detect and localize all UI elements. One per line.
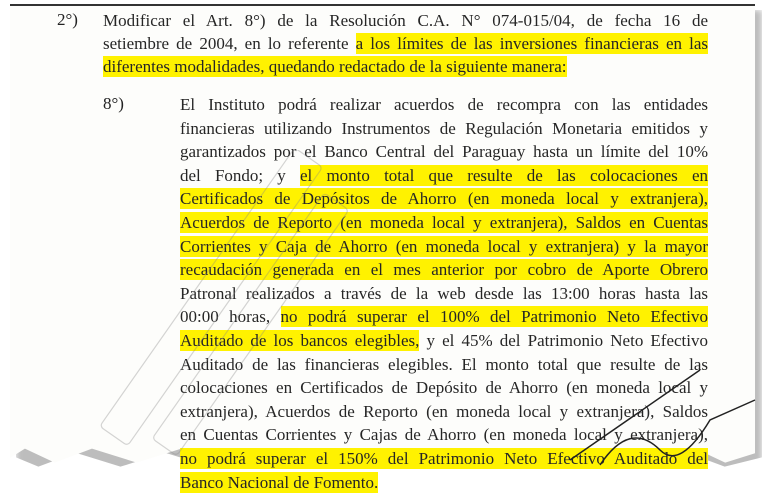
text-line	[180, 212, 708, 234]
highlighted-text: Acuerdos de Reporto (en moneda local y extranjera), Saldos en Cuentas	[180, 213, 708, 232]
text-line	[180, 141, 708, 163]
text-line	[180, 94, 708, 116]
text-segment: setiembre de 2004, en lo referente	[103, 34, 356, 53]
text-segment: extranjera), Acuerdos de Reporto (en moneda local y extranjera), Saldos	[180, 401, 708, 421]
text-segment: en Cuentas Corrientes y Cajas de Ahorro (en moneda local y extranjera),	[180, 425, 708, 445]
text-segment: Modificar el Art. 8°) de la Resolución C.A. N° 074-015/04, de fecha 16 de	[103, 11, 708, 30]
highlighted-text: el monto total que resulte de las colocaciones en	[300, 165, 708, 185]
highlighted-text: no podrá superar el 150% del Patrimonio Neto Efectivo Auditado del	[180, 449, 708, 468]
text-segment: financieras utilizando Instrumentos de Regulación Monetaria emitidos y	[180, 118, 708, 138]
highlighted-text: Certificados de Depósitos de Ahorro (en moneda local y extranjera),	[180, 189, 708, 209]
highlighted-text: Auditado de los bancos elegibles,	[180, 331, 420, 350]
highlighted-text: no podrá superar el 100% del Patrimonio Neto Efectivo	[280, 307, 708, 327]
text-line	[103, 56, 708, 78]
text-segment: y el 45% del Patrimonio Neto Efectivo	[419, 331, 709, 350]
text-segment: Patronal realizados a través de la web desde las 13:00 horas hasta las	[180, 283, 708, 303]
text-segment: 00:00 horas,	[180, 307, 281, 327]
text-line	[180, 259, 708, 281]
text-line	[180, 283, 708, 305]
item-number: 2°)	[57, 10, 78, 29]
item-number: 8°)	[103, 94, 124, 113]
highlighted-text: Banco Nacional de Fomento.	[180, 472, 379, 492]
text-line	[180, 330, 708, 352]
text-line	[103, 10, 708, 32]
text-segment: Auditado de las financieras elegibles. El monto total que resulte de las	[180, 354, 708, 374]
text-segment: del Fondo; y	[180, 165, 300, 185]
text-segment: El Instituto podrá realizar acuerdos de recompra con las entidades	[180, 95, 708, 114]
highlighted-text: a los límites de las inversiones financieras en las	[355, 34, 708, 53]
text-line	[180, 188, 708, 210]
text-line	[180, 236, 708, 258]
signature-mark	[560, 360, 760, 470]
text-segment: colocaciones en Certificados de Depósito de Ahorro (en moneda local y	[180, 378, 708, 398]
highlighted-text: recaudación generada en el mes anterior por cobro de Aporte Obrero	[180, 260, 708, 280]
highlighted-text: diferentes modalidades, quedando redactado de la siguiente manera:	[103, 57, 567, 76]
text-line	[103, 33, 708, 55]
text-line	[180, 472, 708, 494]
text-line	[180, 306, 708, 328]
text-segment: garantizados por el Banco Central del Paraguay hasta un límite del 10%	[180, 142, 708, 162]
highlighted-text: Corrientes y Caja de Ahorro (en moneda local y extranjera) y la mayor	[180, 236, 708, 256]
text-line	[180, 118, 708, 140]
text-line	[180, 165, 708, 187]
